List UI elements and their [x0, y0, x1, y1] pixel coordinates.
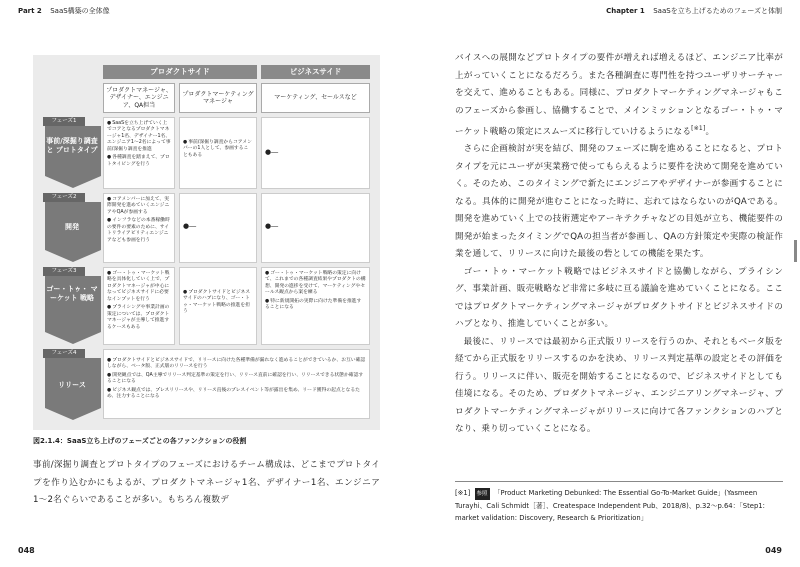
phase-4-item: ● 開発観点では、QA主導でリリース判定基準の策定を行い、リリース直前に確認を行い、リリースできる状態か確認することになる — [107, 373, 366, 386]
phase-3-biz-item: ● 特に新規開拓の実際に向けた準備を推進することになる — [265, 299, 366, 312]
phase-3-product-item: ● ゴー・トゥ・マーケット戦略を具体化していく上で、プロダクトマネージャが中心になってビジネスサイドに必要なインプットを行う — [107, 271, 171, 303]
figure-caption: 図2.1.4：SaaS立ち上げのフェーズごとの各ファンクションの役割 — [33, 437, 247, 445]
phase-1-pmm-cell — [179, 117, 257, 189]
phase-2-tab: フェーズ2 — [43, 193, 85, 202]
chapter-title: SaaSを立ち上げるためのフェーズと体制 — [653, 7, 782, 15]
paragraph: 最後に、リリースでは最初から正式版リリースを行うのか、それともベータ版を経てから正式版をリリースするのかを決め、リリース判定基準の設定とその評価を行う。リリースに伴い、販売を開始することになるので、ビジネスサイドとしても佳境になる。そのため、プロダクトマネージャ、エンジニアリングマネージャ、プロダクトマーケティングマネージャがリリースに向けて各ファンクションのハブとなり、乗り切っていくことになる。 — [455, 336, 783, 435]
phase-1-label: 事前/深掘り調査と プロトタイプ — [46, 137, 98, 155]
phase-1-tab: フェーズ1 — [43, 117, 85, 126]
phase-1-biz-cell: ●― — [261, 117, 370, 189]
phase-1-product-item: ● 各種調査を踏まえて、プロトタイピングを行う — [107, 155, 171, 168]
phase-2-product-item: ● インフラなどの本番稼働時の要件の要素のために、サイトリライアビリティエンジニアなども参画を行う — [107, 218, 171, 244]
figure-2-1-4 — [33, 55, 380, 430]
column-group-business: ビジネスサイド — [261, 65, 370, 79]
footnote-tag: 参照 — [475, 488, 490, 500]
paragraph: ゴー・トゥ・マーケット戦略ではビジネスサイドと協働しながら、プライシング、事業計画、販売戦略など非常に多岐に亘る議論を進めていくことになる。ここではプロダクトマーケティングマネージャがプロダクトサイドとビジネスサイドのハブとなり、推進していくことが多い。 — [455, 266, 783, 330]
footnote-text: 「Product Marketing Debunked: The Essential Go-To-Market Guide」(Yasmeen Turayhi、Cali Schmidt［著］、Createspace Independent Pub、2018/8)、p.32〜p.64：「Step1: market validation: Discovery, Research & Prioritization」 — [455, 489, 765, 522]
paragraph: バイスへの展開などプロトタイプの要件が増えれば増えるほど、エンジニア比率が上がっていくことになるだろう。また各種調査に専門性を持つユーザリサーチャーを交えて、進めることもある。同様に、プロダクトマーケティングマネージャもこのフェーズから参画し、協働することで、メインミッションとなるゴー・トゥ・マーケット戦略の策定にスムーズに移行していけるようになる[※1]。 — [455, 53, 783, 137]
phase-1-arrow — [45, 126, 103, 188]
phase-4-label: リリース — [58, 381, 86, 389]
part-label: Part 2 — [18, 7, 42, 15]
phase-3-tab: フェーズ3 — [43, 267, 85, 276]
phase-1-product-item: ● SaaSを立ち上げていく上でコアとなるプロダクトマネージャ1名、デザイナー1名、エンジニア1〜2名によって事前/深掘り調査を推進 — [107, 121, 171, 153]
scroll-indicator[interactable] — [794, 240, 797, 262]
role-business-team: マーケティング、セールスなど — [261, 83, 370, 113]
phase-4-item: ● ビジネス観点では、プレスリリースや、リリース直後のプレスイベント等が露出を集め、リード獲得の起点となるため、注力することになる — [107, 388, 366, 401]
page-number-right: 049 — [765, 546, 782, 555]
phase-4-tab: フェーズ4 — [43, 349, 85, 358]
chapter-label: Chapter 1 — [606, 7, 645, 15]
column-group-product: プロダクトサイド — [103, 65, 257, 79]
phase-2-pmm-cell: ●― — [179, 193, 257, 263]
paragraph: さらに企画検討が実を結び、開発のフェーズに駒を進めることになると、プロトタイプを元にユーザが実業務で使ってもらえるように要件を決めて開発を進めていく。そのため、このタイミングで新たにエンジニアやデザイナーが参画することになる。具体的に開発が進むことになった時に、忘れてはならないのがQAである。開発を進めていく上での技術選定やアーキテクチャなどの目処が立ち、機能要件の開発が始まったタイミングでQAの担当者が参画し、QAの方針策定や実際の検証作業を通して、リリースに向けた最後の砦としての機能を果たす。 — [455, 144, 783, 260]
left-body-text: 事前/深掘り調査とプロトタイプのフェーズにおけるチーム構成は、どこまでプロトタイプを作り込むかにもよるが、プロダクトマネージャ1名、デザイナー1名、エンジニア1〜2名ぐらいであることが多い。もちろん複数デ — [33, 460, 380, 505]
footnote-ref[interactable]: [※1] — [691, 125, 706, 132]
phase-2-product-item: ● コアメンバーに加えて、実際開発を進めていくエンジニアやQAが参画する — [107, 197, 171, 216]
phase-1-pmm-item: ● 事前/深掘り調査からコアメンバーの1人として、参画することもある — [183, 140, 253, 159]
footnote — [455, 487, 783, 524]
role-product-team: プロダクトマネージャ、デザイナー、エンジニア、QA担当 — [103, 83, 175, 113]
phase-3-biz-cell — [261, 267, 370, 345]
footnote-mark: [※1] — [455, 489, 471, 497]
right-body-text — [455, 50, 783, 439]
phase-2-label: 開発 — [65, 223, 79, 231]
phase-3-product-item: ● プライシングや事業計画の策定については、プロダクトマネージャが主導して推進するケースもある — [107, 305, 171, 331]
phase-1-product-cell — [103, 117, 175, 189]
footnote-divider — [455, 481, 783, 482]
role-pmm: プロダクトマーケティングマネージャ — [179, 83, 257, 113]
phase-3-label: ゴー・トゥ・ マーケット 戦略 — [46, 285, 98, 303]
page-number-left: 048 — [18, 546, 35, 555]
phase-2-product-cell — [103, 193, 175, 263]
phase-4-shared-cell — [103, 349, 370, 419]
phase-4-item: ● プロダクトサイドとビジネスサイドで、リリースに向けた各種準備が漏れなく進めることができているか、お互い確認しながら、ベータ版、正式版のリリースを行う — [107, 358, 366, 371]
phase-3-pmm-cell — [179, 267, 257, 345]
phase-3-biz-item: ● ゴー・トゥ・マーケット戦略の策定に向けて、これまでの各種調査結果やプロダクトの構想、開発の進捗を受けて、マーケティングやセールス観点から案を練る — [265, 271, 366, 297]
phase-3-pmm-item: ● プロダクトサイドとビジネスサイドのハブになり、ゴー・トゥ・マーケット戦略の推進を担う — [183, 290, 253, 316]
part-title: SaaS構築の全体像 — [50, 7, 110, 15]
phase-2-biz-cell: ●― — [261, 193, 370, 263]
phase-3-product-cell — [103, 267, 175, 345]
